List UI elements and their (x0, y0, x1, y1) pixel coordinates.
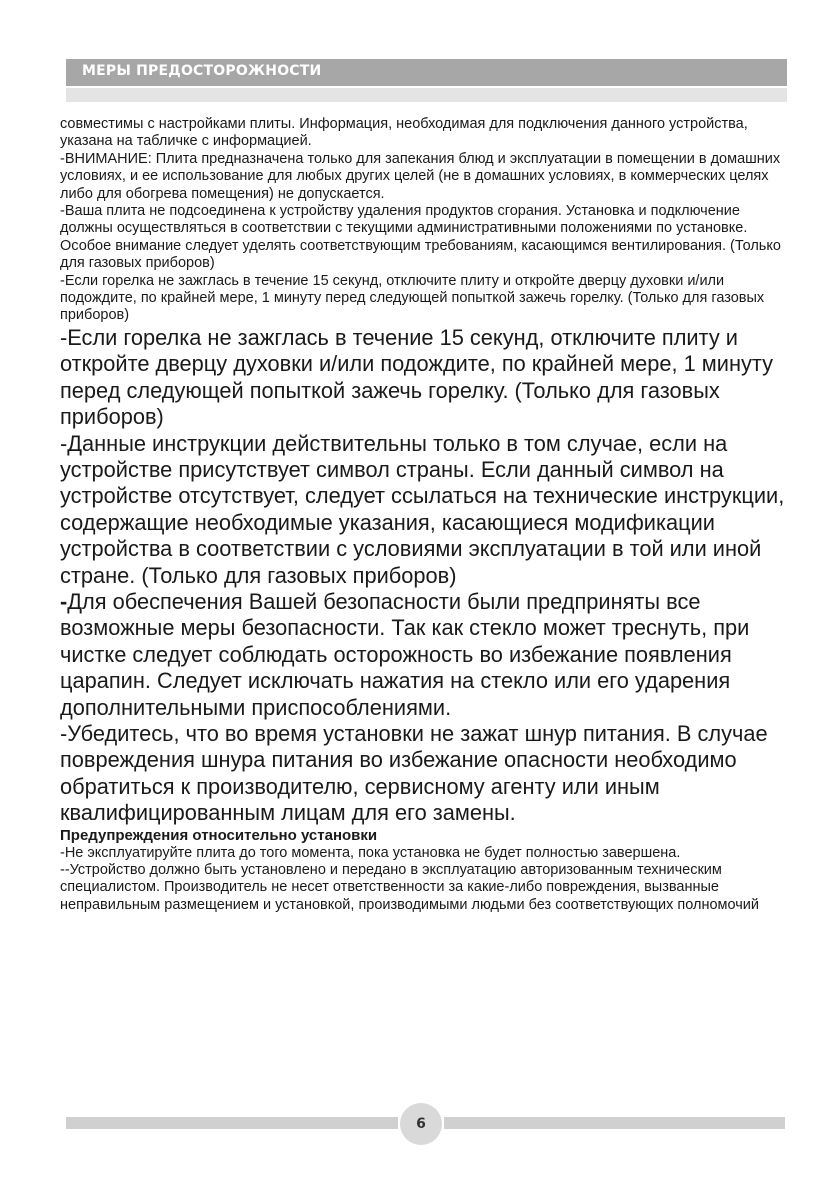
paragraph-country-symbol: -Данные инструкции действительны только в том случае, если на устройстве присутствует символ страны. Если данный символ на устройстве отсутствует, следует ссылаться на технические инструкции, содержащие необходимые указания, касающиеся модификации устройства в соответствии с условиями эксплуатации в той или иной стране. (Только для газовых приборов) (60, 430, 785, 588)
paragraph-burner-large: -Если горелка не зажглась в течение 15 секунд, отключите плиту и откройте дверцу духовки и/или подождите, по крайней мере, 1 минуту перед следующей попыткой зажечь горелку. (Только для газовых приборов) (60, 324, 774, 430)
footer-bar-right (444, 1117, 785, 1129)
paragraph-burner-small: -Если горелка не зажглась в течение 15 секунд, отключите плиту и откройте дверцу духовки и/или подождите, по крайней мере, 1 минуту перед следующей попыткой зажечь горелку. (Только для газовых приборов) (60, 272, 765, 324)
paragraph-glass-safety (60, 589, 790, 721)
page-number: 6 (416, 1116, 426, 1132)
header-underline-bar (66, 88, 787, 102)
paragraph-authorized-install: --Устройство должно быть установлено и передано в эксплуатацию авторизованным техническим специалистом. Производитель не несет ответственности за какие-либо повреждения, вызванные неправильным размещением и установкой, производимыми людьми без соответствующих полномочий (60, 862, 759, 913)
paragraph-do-not-operate: -Не эксплуатируйте плита до того момента, пока установка не будет полностью завершена. (60, 844, 681, 861)
paragraph-ventilation: -Ваша плита не подсоединена к устройству удаления продуктов сгорания. Установка и подключение должны осуществляться в соответствии с текущими административными положениями по установке. Особое внимание следует уделять соответствующим требованиям, касающимся вентилирования. (Только для газовых приборов) (60, 203, 781, 272)
section-title: МЕРЫ ПРЕДОСТОРОЖНОСТИ (82, 63, 322, 79)
paragraph-glass-dash: - (60, 588, 68, 614)
paragraph-warning-usage: -ВНИМАНИЕ: Плита предназначена только для запекания блюд и эксплуатации в помещении в домашних условиях, и ее использование для любых других целей (не в домашних условиях, в коммерческих целях либо для обогрева помещения) не допускается. (60, 150, 781, 202)
paragraph-compatibility: совместимы с настройками плиты. Информация, необходимая для подключения данного устройства, указана на табличке с информацией. (60, 116, 748, 150)
paragraph-glass-text: Для обеспечения Вашей безопасности были предприняты все возможные меры безопасности. Так как стекло может треснуть, при чистке следует соблюдать осторожность во избежание появления царапин. Следует исключать нажатия на стекло или его ударения дополнительными приспособлениями. (60, 588, 750, 720)
paragraph-power-cord: -Убедитесь, что во время установки не зажат шнур питания. В случае повреждения шнура питания во избежание опасности необходимо обратиться к производителю, сервисному агенту или иным квалифицированным лицам для его замены. (60, 720, 768, 826)
page-content (60, 116, 790, 914)
installation-warnings-heading: Предупреждения относительно установки (60, 826, 378, 844)
footer-bar-left (66, 1117, 398, 1129)
